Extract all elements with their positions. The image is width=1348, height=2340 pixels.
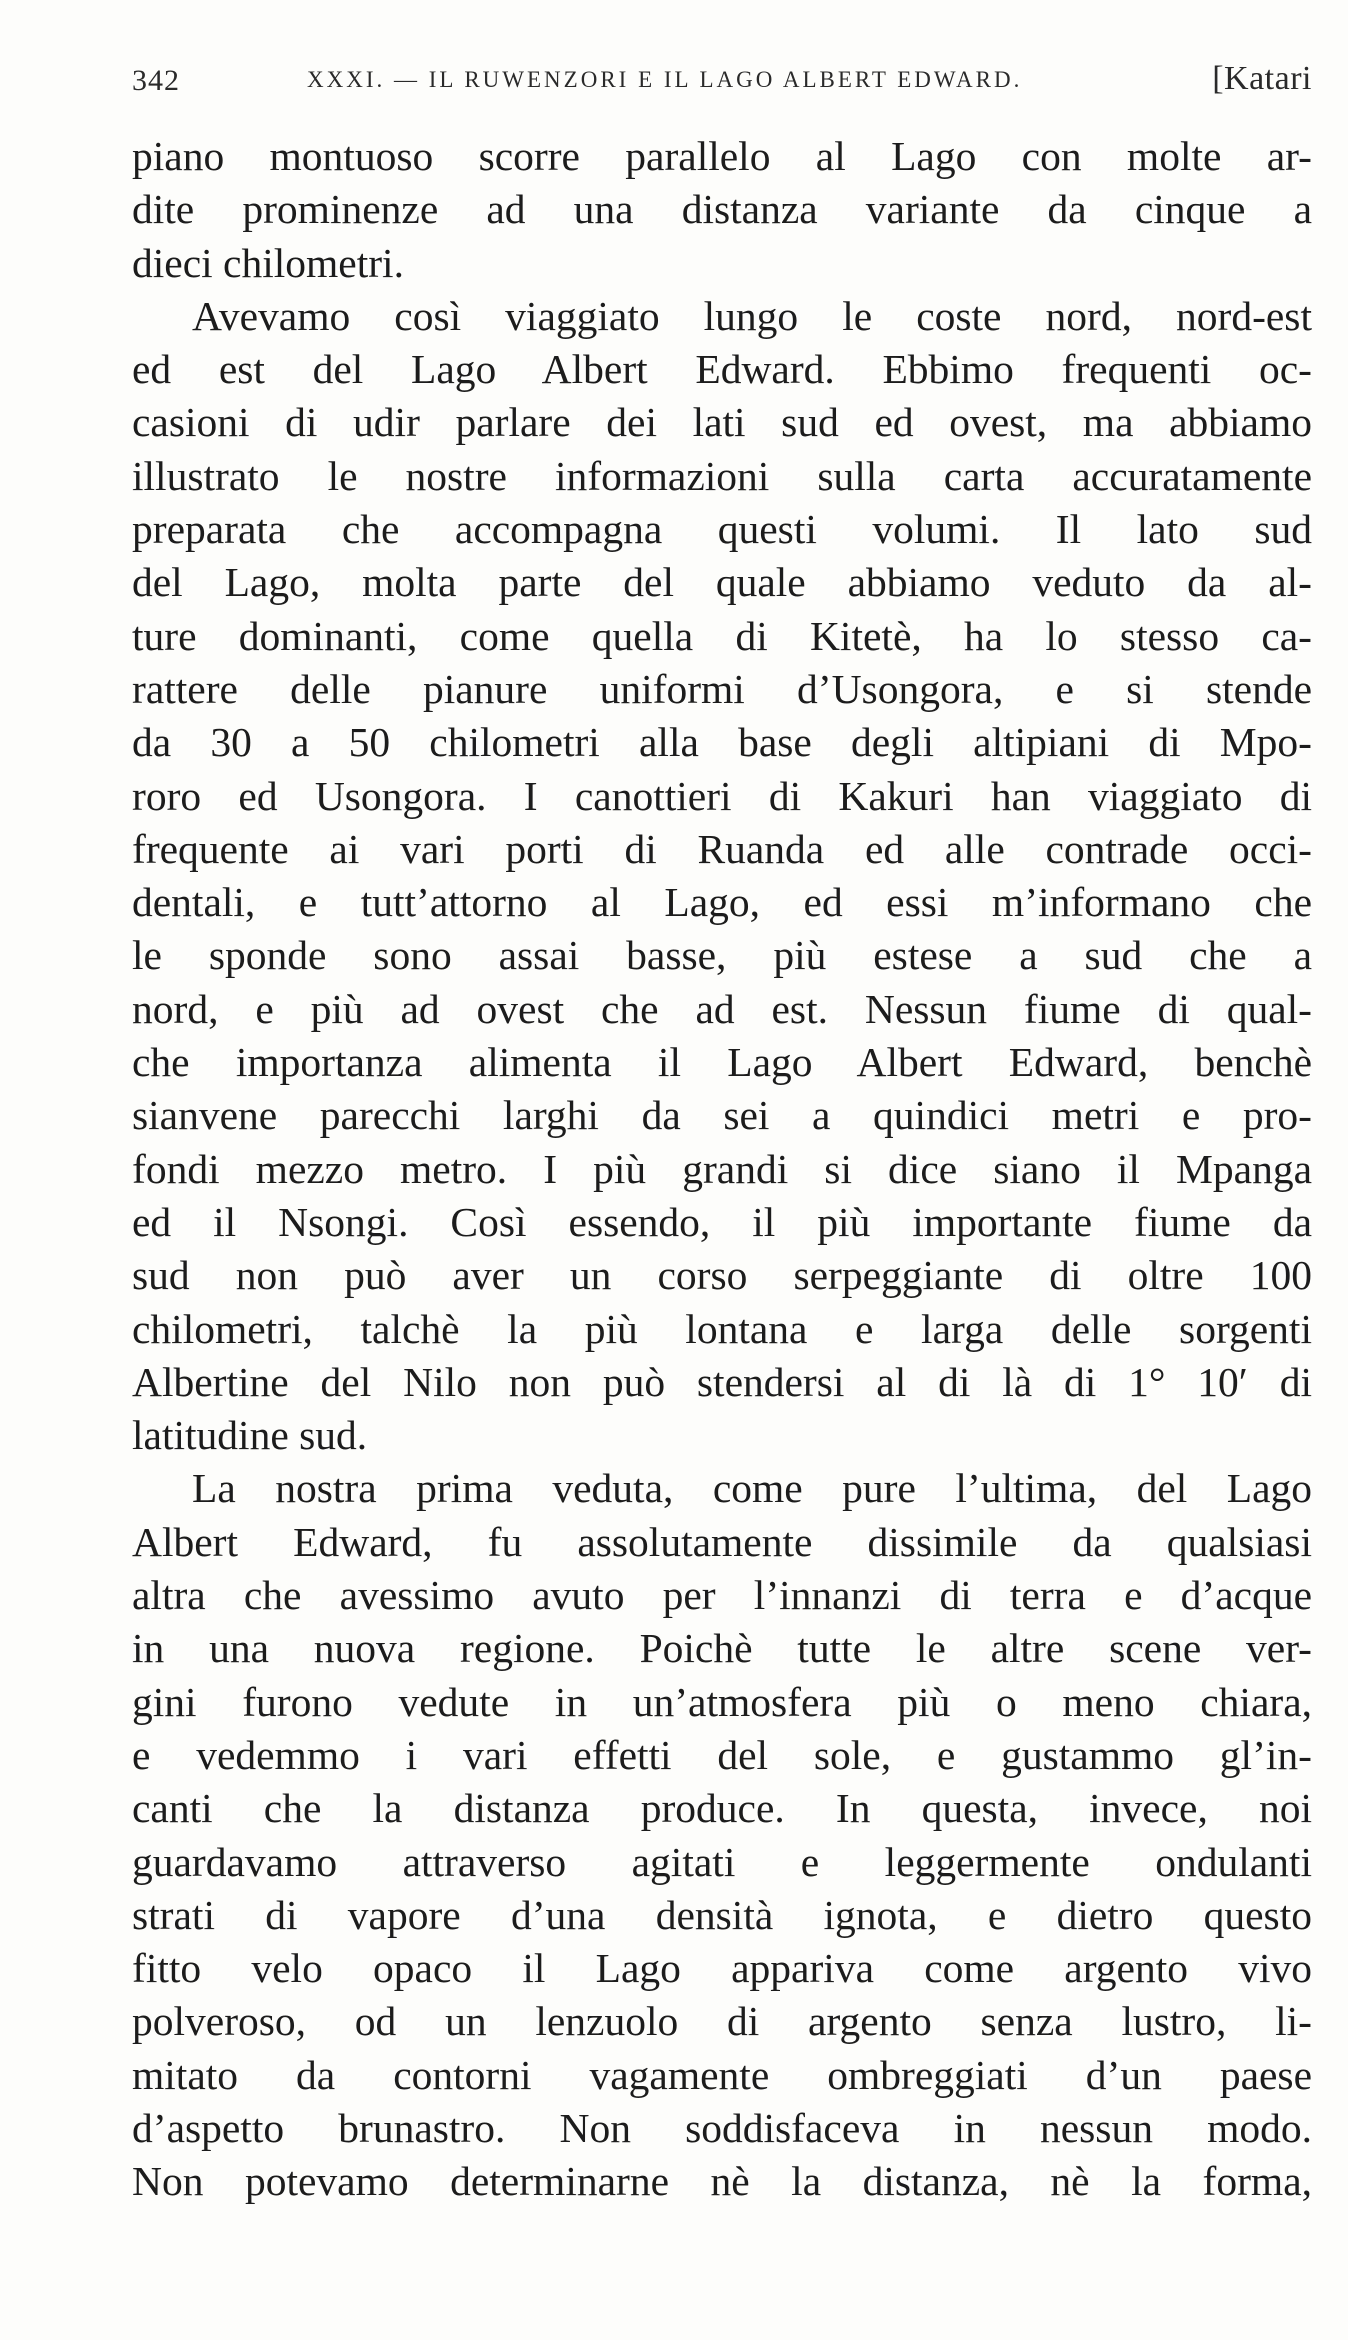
- text-line: altra che avessimo avuto per l’innanzi di terra e d’acque: [132, 1572, 1312, 1619]
- text-line: dentali, e tutt’attorno al Lago, ed essi m’informano che: [132, 879, 1312, 926]
- text-line: le sponde sono assai basse, più estese a sud che a: [132, 932, 1312, 979]
- text-line: casioni di udir parlare dei lati sud ed ovest, ma abbiamo: [132, 399, 1312, 446]
- text-line: ed il Nsongi. Così essendo, il più importante fiume da: [132, 1198, 1312, 1245]
- text-line: dite prominenze ad una distanza variante da cinque a: [132, 186, 1312, 233]
- text-line: Albert Edward, fu assolutamente dissimile da qualsiasi: [132, 1518, 1312, 1565]
- text-line: da 30 a 50 chilometri alla base degli altipiani di Mpo-: [132, 719, 1312, 766]
- body-text: [132, 130, 1312, 2209]
- text-line: d’aspetto brunastro. Non soddisfaceva in nessun modo.: [132, 2104, 1312, 2151]
- text-line: nord, e più ad ovest che ad est. Nessun fiume di qual-: [132, 985, 1312, 1032]
- chapter-title: XXXI. — IL RUWENZORI E IL LAGO ALBERT EDWARD.: [307, 67, 1023, 92]
- text-line: gini furono vedute in un’atmosfera più o meno chiara,: [132, 1678, 1312, 1725]
- text-line: Avevamo così viaggiato lungo le coste nord, nord-est: [192, 292, 1312, 339]
- text-line: che importanza alimenta il Lago Albert Edward, benchè: [132, 1039, 1312, 1086]
- text-line: rattere delle pianure uniformi d’Usongora, e si stende: [132, 665, 1312, 712]
- text-line: in una nuova regione. Poichè tutte le altre scene ver-: [132, 1625, 1312, 1672]
- text-line: mitato da contorni vagamente ombreggiati d’un paese: [132, 2051, 1312, 2098]
- text-line: polveroso, od un lenzuolo di argento senza lustro, li-: [132, 1998, 1312, 2045]
- text-line: roro ed Usongora. I canottieri di Kakuri han viaggiato di: [132, 772, 1312, 819]
- text-line: preparata che accompagna questi volumi. Il lato sud: [132, 506, 1312, 553]
- text-line: e vedemmo i vari effetti del sole, e gustammo gl’in-: [132, 1731, 1312, 1778]
- side-note: [Katari: [1212, 60, 1312, 97]
- text-line: latitudine sud.: [132, 1412, 368, 1459]
- text-line: sianvene parecchi larghi da sei a quindici metri e pro-: [132, 1092, 1312, 1139]
- text-line: ture dominanti, come quella di Kitetè, ha lo stesso ca-: [132, 612, 1312, 659]
- page-number: 342: [132, 64, 180, 97]
- text-line: Albertine del Nilo non può stendersi al di là di 1° 10′ di: [132, 1358, 1312, 1405]
- text-line: ed est del Lago Albert Edward. Ebbimo frequenti oc-: [132, 346, 1312, 393]
- text-line: canti che la distanza produce. In questa, invece, noi: [132, 1785, 1312, 1832]
- text-line: sud non può aver un corso serpeggiante di oltre 100: [132, 1252, 1312, 1299]
- text-line: dieci chilometri.: [132, 239, 404, 286]
- text-line: Non potevamo determinarne nè la distanza, nè la forma,: [132, 2158, 1312, 2205]
- running-head: [132, 60, 1312, 116]
- text-line: del Lago, molta parte del quale abbiamo veduto da al-: [132, 559, 1312, 606]
- text-line: chilometri, talchè la più lontana e larga delle sorgenti: [132, 1305, 1312, 1352]
- text-line: fitto velo opaco il Lago appariva come argento vivo: [132, 1945, 1312, 1992]
- text-line: fondi mezzo metro. I più grandi si dice siano il Mpanga: [132, 1145, 1312, 1192]
- text-line: strati di vapore d’una densità ignota, e dietro questo: [132, 1891, 1312, 1938]
- text-line: frequente ai vari porti di Ruanda ed alle contrade occi-: [132, 825, 1312, 872]
- text-line: illustrato le nostre informazioni sulla carta accuratamente: [132, 452, 1312, 499]
- text-line: guardavamo attraverso agitati e leggermente ondulanti: [132, 1838, 1312, 1885]
- text-line: La nostra prima veduta, come pure l’ultima, del Lago: [192, 1465, 1312, 1512]
- text-line: piano montuoso scorre parallelo al Lago con molte ar-: [132, 133, 1312, 179]
